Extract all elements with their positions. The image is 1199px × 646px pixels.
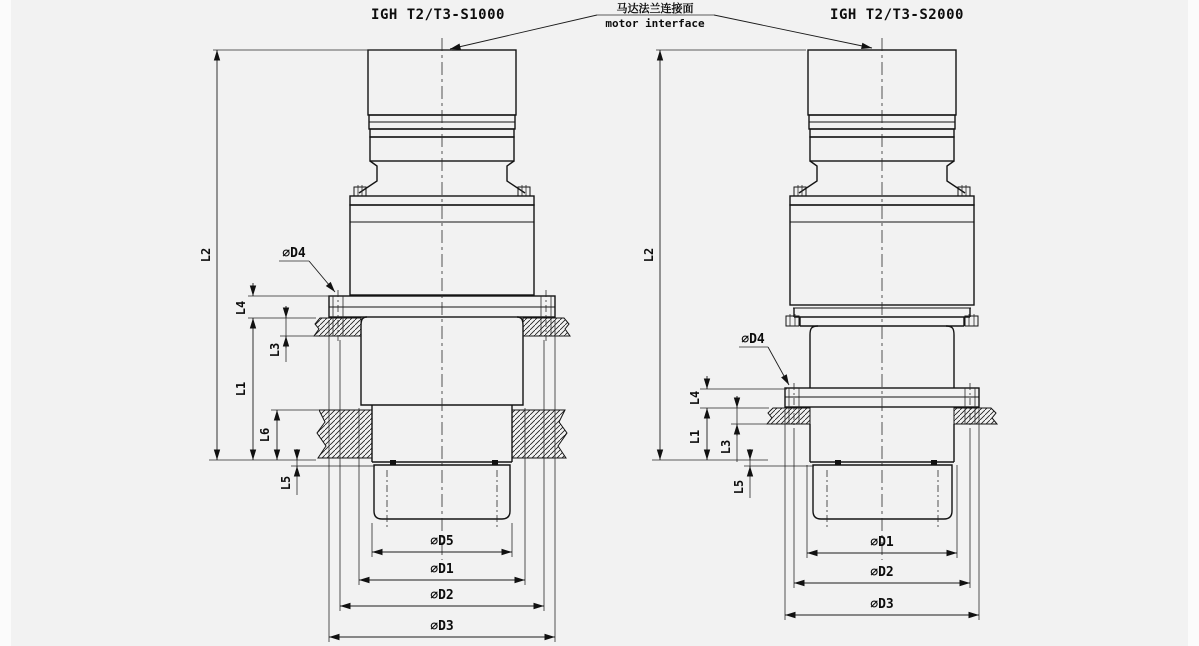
left-dim-L2: L2 [199,247,213,263]
left-dim-D2: ⌀D2 [430,588,454,603]
left-dim-L1: L1 [234,381,248,397]
left-dim-L6: L6 [258,427,272,443]
left-dim-D5: ⌀D5 [430,534,454,549]
right-dim-L4: L4 [688,390,702,406]
left-dim-L3: L3 [268,342,282,358]
right-dim-D3: ⌀D3 [870,597,894,612]
left-callout-D4: ⌀D4 [282,246,306,261]
left-margin [0,0,11,646]
right-dim-D2: ⌀D2 [870,565,894,580]
right-margin [1188,0,1199,646]
left-dim-L5: L5 [279,475,293,491]
annotation-english: motor interface [605,17,705,30]
right-dim-L5: L5 [732,479,746,495]
left-dim-L4: L4 [234,300,248,316]
left-view-title: IGH T2/T3-S1000 [371,7,505,23]
right-callout-D4: ⌀D4 [741,332,765,347]
left-dim-D1: ⌀D1 [430,562,454,577]
annotation-chinese: 马达法兰连接面 [616,2,694,15]
left-dim-D3: ⌀D3 [430,619,454,634]
right-view-title: IGH T2/T3-S2000 [830,7,964,23]
right-dim-L2: L2 [642,247,656,263]
right-dim-D1: ⌀D1 [870,535,894,550]
right-dim-L1: L1 [688,429,702,445]
right-dim-L3: L3 [719,439,733,455]
